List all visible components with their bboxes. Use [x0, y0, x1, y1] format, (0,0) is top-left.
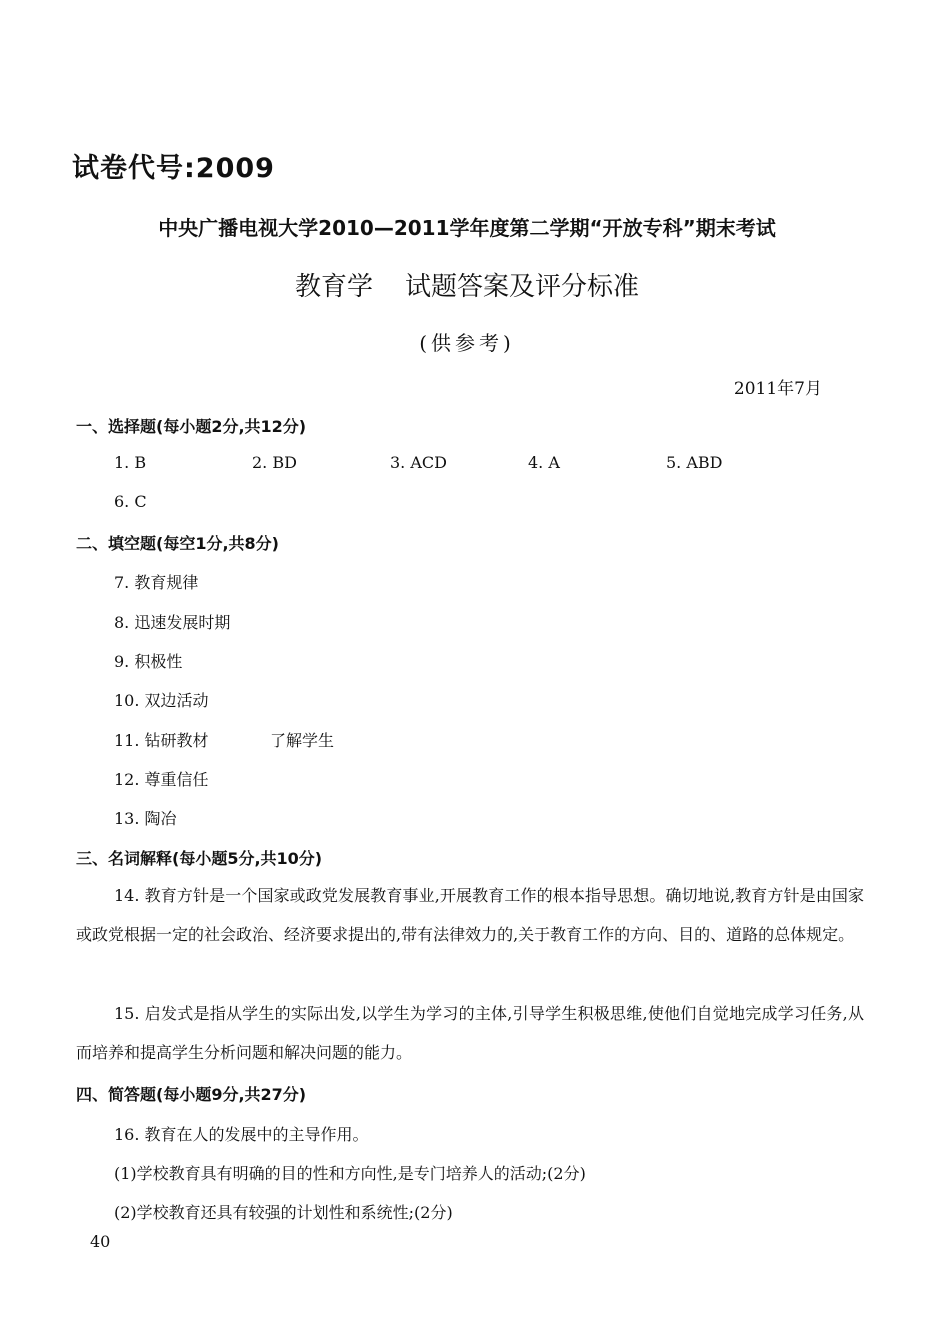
section-4-heading: 四、简答题(每小题9分,共27分) — [76, 1085, 307, 1104]
answer-6: 6. C — [114, 492, 147, 511]
answer-16-point-1: (1)学校教育具有明确的目的性和方向性,是专门培养人的活动;(2分) — [114, 1164, 586, 1183]
fill-item-10: 10. 双边活动 — [114, 691, 209, 710]
definition-14 — [76, 876, 864, 954]
subject-title: 教育学 — [294, 272, 373, 302]
exam-header: 中央广播电视大学2010—2011学年度第二学期“开放专科”期末考试 — [158, 216, 776, 240]
question-16: 16. 教育在人的发展中的主导作用。 — [114, 1125, 369, 1144]
fill-item-9: 9. 积极性 — [114, 652, 183, 671]
answer-title: 试题答案及评分标准 — [405, 272, 640, 302]
fill-item-8: 8. 迅速发展时期 — [114, 613, 231, 632]
definition-15 — [76, 994, 864, 1072]
fill-item-11-extra: 了解学生 — [270, 731, 335, 750]
section-1-heading: 一、选择题(每小题2分,共12分) — [76, 417, 307, 436]
answer-3: 3. ACD — [390, 453, 447, 472]
answer-4: 4. A — [528, 453, 560, 472]
section-3-heading: 三、名词解释(每小题5分,共10分) — [76, 849, 323, 868]
fill-item-11: 11. 钻研教材 — [114, 731, 209, 750]
page-title — [0, 266, 934, 303]
answer-1: 1. B — [114, 453, 147, 472]
reference-note: (供参考) — [419, 331, 515, 355]
answer-16-point-2: (2)学校教育还具有较强的计划性和系统性;(2分) — [114, 1203, 453, 1222]
fill-item-7: 7. 教育规律 — [114, 573, 199, 592]
fill-item-13: 13. 陶冶 — [114, 809, 177, 828]
section-2-heading: 二、填空题(每空1分,共8分) — [76, 534, 279, 553]
exam-date: 2011年7月 — [733, 379, 822, 399]
fill-item-12: 12. 尊重信任 — [114, 770, 209, 789]
paper-code: 试卷代号:2009 — [72, 153, 275, 184]
page-number: 40 — [90, 1232, 111, 1251]
answer-5: 5. ABD — [666, 453, 723, 472]
definition-15-text: 15. 启发式是指从学生的实际出发,以学生为学习的主体,引导学生积极思维,使他们自觉地完成学习任务,从而培养和提高学生分析问题和解决问题的能力。 — [76, 1004, 864, 1062]
definition-14-text: 14. 教育方针是一个国家或政党发展教育事业,开展教育工作的根本指导思想。确切地说,教育方针是由国家或政党根据一定的社会政治、经济要求提出的,带有法律效力的,关于教育工作的方向、目的、道路的总体规定。 — [76, 886, 864, 944]
answer-2: 2. BD — [252, 453, 297, 472]
